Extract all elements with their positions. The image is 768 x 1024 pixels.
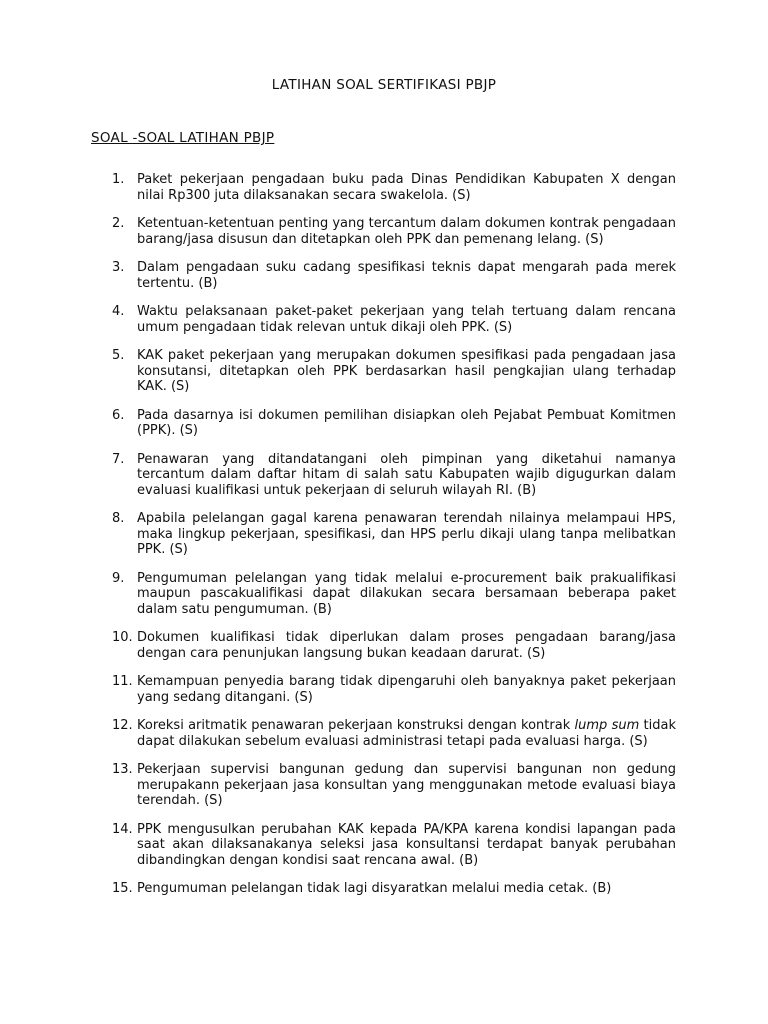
question-number: 6. xyxy=(112,407,125,423)
question-number: 9. xyxy=(112,570,125,586)
question-text: Waktu pelaksanaan paket-paket pekerjaan yang telah tertuang dalam rencana umum pengadaan tidak relevan untuk dikaji oleh PPK. (S) xyxy=(137,304,676,335)
question-text: Dalam pengadaan suku cadang spesifikasi teknis dapat mengarah pada merek tertentu. (B) xyxy=(137,260,676,291)
question-item xyxy=(0,511,768,558)
question-number: 4. xyxy=(112,304,125,319)
question-text: KAK paket pekerjaan yang merupakan dokumen spesifikasi pada pengadaan jasa konsutansi, ditetapkan oleh PPK berdasarkan hasil pengkajian ulang terhadap KAK. (S) xyxy=(137,348,676,394)
question-text: Pada dasarnya isi dokumen pemilihan disiapkan oleh Pejabat Pembuat Komitmen (PPK). (S) xyxy=(137,407,676,438)
question-text: Penawaran yang ditandatangani oleh pimpinan yang diketahui namanya tercantum dalam daftar hitam di salah satu Kabupaten wajib digugurkan dalam evaluasi kualifikasi untuk pekerjaan di seluruh wilayah RI. (B) xyxy=(137,451,676,498)
section-heading: SOAL -SOAL LATIHAN PBJP xyxy=(91,130,275,146)
question-item xyxy=(0,216,768,247)
question-text: PPK mengusulkan perubahan KAK kepada PA/KPA karena kondisi lapangan pada saat akan dilaksanakanya seleksi jasa konsultansi terdapat banyak perubahan dibandingkan dengan kondisi saat rencana awal. (B) xyxy=(137,821,676,868)
question-text-before: Koreksi aritmatik penawaran pekerjaan konstruksi dengan kontrak xyxy=(137,718,575,733)
question-number: 1. xyxy=(112,172,125,187)
question-text: Kemampuan penyedia barang tidak dipengaruhi oleh banyaknya paket pekerjaan yang sedang ditangani. (S) xyxy=(137,674,676,705)
question-number: 2. xyxy=(112,216,125,231)
question-number: 10. xyxy=(112,630,133,645)
question-number: 11. xyxy=(112,674,133,689)
question-item xyxy=(0,348,768,395)
question-number: 5. xyxy=(112,348,125,363)
question-item xyxy=(0,822,768,869)
question-item xyxy=(0,762,768,809)
question-item xyxy=(0,674,768,705)
question-number: 12. xyxy=(112,718,133,733)
question-item xyxy=(0,304,768,335)
question-item xyxy=(0,881,768,897)
question-text: Apabila pelelangan gagal karena penawaran terendah nilainya melampaui HPS, maka lingkup pekerjaan, spesifikasi, dan HPS perlu dikaji ulang tanpa melibatkan PPK. (S) xyxy=(137,511,676,557)
question-text: Pekerjaan supervisi bangunan gedung dan supervisi bangunan non gedung merupakann pekerjaan jasa konsultan yang menggunakan metode evaluasi biaya terendah. (S) xyxy=(137,762,676,808)
question-item xyxy=(0,452,768,499)
question-number: 15. xyxy=(112,881,133,896)
question-text: Pengumuman pelelangan yang tidak melalui e-procurement baik prakualifikasi maupun pascakualifikasi dapat dilakukan secara bersamaan beberapa paket dalam satu pengumuman. (B) xyxy=(137,570,676,617)
question-item xyxy=(0,172,768,203)
question-list xyxy=(0,172,768,910)
document-title: LATIHAN SOAL SERTIFIKASI PBJP xyxy=(271,77,497,93)
question-item xyxy=(0,571,768,618)
question-text: Paket pekerjaan pengadaan buku pada Dinas Pendidikan Kabupaten X dengan nilai Rp300 juta dilaksanakan secara swakelola. (S) xyxy=(137,172,676,203)
question-text: Ketentuan-ketentuan penting yang tercantum dalam dokumen kontrak pengadaan barang/jasa disusun dan ditetapkan oleh PPK dan pemenang lelang. (S) xyxy=(137,216,676,247)
question-number: 7. xyxy=(112,451,125,467)
question-number: 14. xyxy=(112,821,133,837)
question-number: 3. xyxy=(112,260,125,275)
question-item xyxy=(0,408,768,439)
question-item xyxy=(0,718,768,749)
question-number: 8. xyxy=(112,511,125,526)
question-item xyxy=(0,630,768,661)
question-text xyxy=(137,718,676,749)
question-text-after: tidak dapat dilakukan sebelum evaluasi administrasi tetapi pada evaluasi harga. (S) xyxy=(137,718,676,749)
question-text: Dokumen kualifikasi tidak diperlukan dalam proses pengadaan barang/jasa dengan cara penunjukan langsung bukan keadaan darurat. (S) xyxy=(137,630,676,661)
question-text-italic: lump sum xyxy=(574,718,640,733)
question-number: 13. xyxy=(112,762,133,777)
question-item xyxy=(0,260,768,291)
question-text: Pengumuman pelelangan tidak lagi disyaratkan melalui media cetak. (B) xyxy=(137,881,612,896)
